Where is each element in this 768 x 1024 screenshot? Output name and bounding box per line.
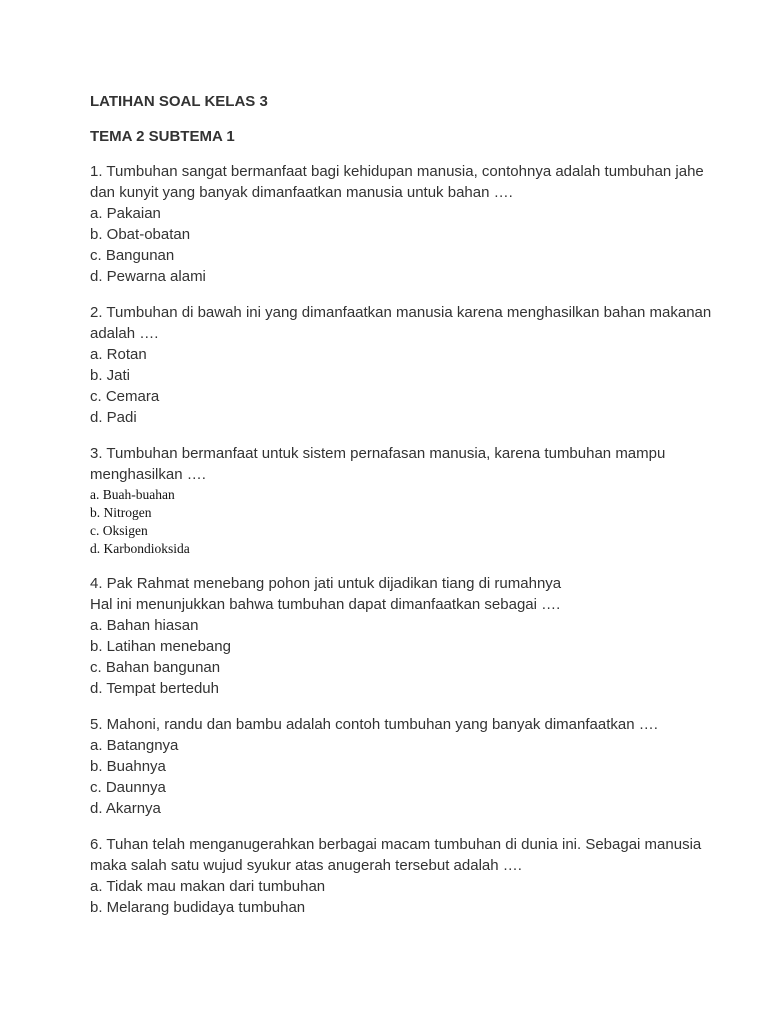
option-d: d. Pewarna alami (90, 268, 206, 285)
question-text: 5. Mahoni, randu dan bambu adalah contoh tumbuhan yang banyak dimanfaatkan …. (90, 716, 658, 733)
option-c: c. Bahan bangunan (90, 659, 221, 676)
question-text: 1. Tumbuhan sangat bermanfaat bagi kehidupan manusia, contohnya adalah tumbuhan jahe dan kunyit yang banyak dimanfaatkan manusia untuk bahan …. (90, 163, 704, 201)
option-a: a. Bahan hiasan (90, 617, 199, 634)
option-d: d. Karbondioksida (90, 541, 190, 556)
question-5 (90, 714, 730, 819)
question-2 (90, 302, 730, 428)
question-4 (90, 573, 730, 699)
question-1 (90, 161, 730, 287)
question-text: 2. Tumbuhan di bawah ini yang dimanfaatkan manusia karena menghasilkan bahan makanan adalah …. (90, 304, 712, 342)
question-6 (90, 834, 730, 918)
question-text: 3. Tumbuhan bermanfaat untuk sistem pernafasan manusia, karena tumbuhan mampu menghasilkan …. (90, 445, 666, 483)
question-text-line-2: Hal ini menunjukkan bahwa tumbuhan dapat dimanfaatkan sebagai …. (90, 596, 561, 613)
option-c: c. Oksigen (90, 523, 148, 538)
option-d: d. Padi (90, 409, 137, 426)
option-d: d. Tempat berteduh (90, 680, 219, 697)
option-a: a. Pakaian (90, 205, 161, 222)
option-d: d. Akarnya (90, 800, 161, 817)
question-3 (90, 443, 730, 558)
option-a: a. Batangnya (90, 737, 179, 754)
option-b: b. Buahnya (90, 758, 166, 775)
document-title: LATIHAN SOAL KELAS 3 (90, 93, 268, 110)
option-b: b. Obat-obatan (90, 226, 191, 243)
option-b: b. Jati (90, 367, 131, 384)
option-c: c. Cemara (90, 388, 160, 405)
option-c: c. Bangunan (90, 247, 175, 264)
document-subtitle: TEMA 2 SUBTEMA 1 (90, 128, 235, 145)
option-a: a. Rotan (90, 346, 147, 363)
option-b: b. Latihan menebang (90, 638, 231, 655)
question-text-line-1: 4. Pak Rahmat menebang pohon jati untuk dijadikan tiang di rumahnya (90, 575, 562, 592)
option-c: c. Daunnya (90, 779, 166, 796)
document-page (90, 92, 730, 933)
option-b: b. Melarang budidaya tumbuhan (90, 899, 306, 916)
option-a: a. Tidak mau makan dari tumbuhan (90, 878, 326, 895)
option-b: b. Nitrogen (90, 505, 152, 520)
option-a: a. Buah-buahan (90, 487, 175, 502)
question-text: 6. Tuhan telah menganugerahkan berbagai macam tumbuhan di dunia ini. Sebagai manusia maka salah satu wujud syukur atas anugerah tersebut adalah …. (90, 836, 702, 874)
